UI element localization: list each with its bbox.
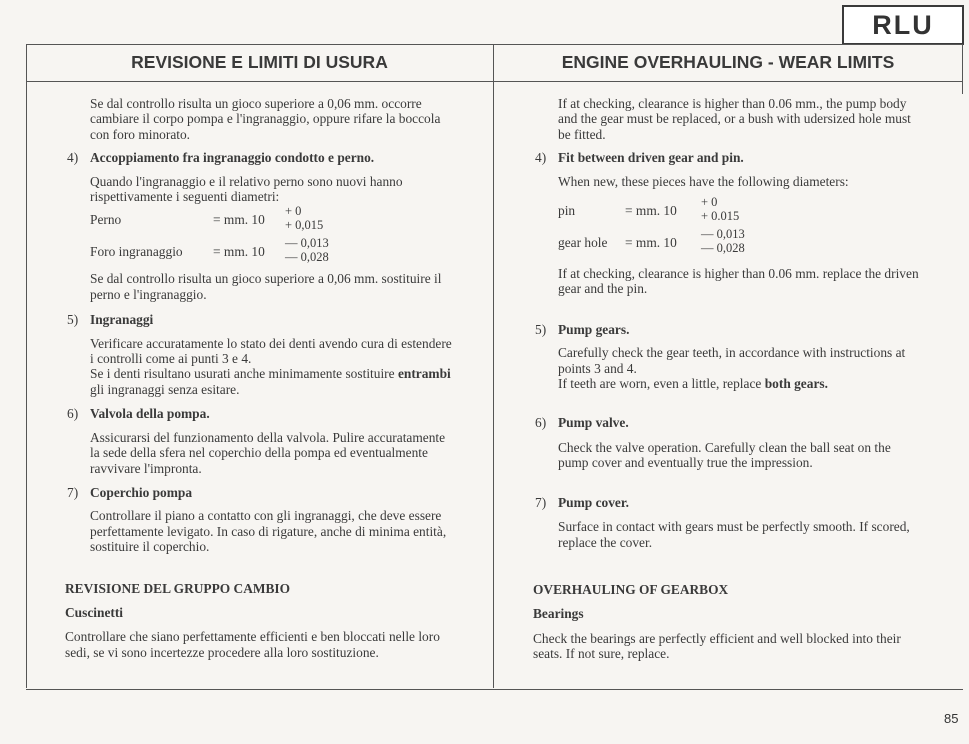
- item-text: Assicurarsi del funzionamento della valvola. Pulire accuratamente la sede della sfera nel coperchio della pompa ed eventualmente ravvivare l'impronta.: [90, 429, 446, 476]
- item-text-b: Se i denti risultano usurati anche minimamente sostituire entrambi gli ingranaggi senza esitare.: [90, 366, 451, 397]
- eq-upper-tolerance: — 0,013: [285, 236, 329, 251]
- left-item-5: [65, 312, 455, 397]
- item-number: 7): [535, 494, 547, 510]
- left-item-7: [65, 485, 455, 555]
- eq-upper-tolerance: + 0: [701, 195, 718, 210]
- emphasis: both gears.: [764, 376, 828, 392]
- eq-label: Perno: [90, 212, 122, 228]
- model-badge: RLU: [842, 5, 964, 45]
- header-rule: [26, 81, 963, 82]
- item-heading: Pump valve.: [558, 415, 629, 431]
- right-item-6: [533, 415, 919, 470]
- right-section-heading: OVERHAULING OF GEARBOX: [533, 581, 729, 597]
- right-item-5: [533, 322, 919, 392]
- item-text: Quando l'ingranaggio e il relativo perno sono nuovi hanno rispettivamente i seguenti diametri:: [90, 173, 403, 205]
- right-title: ENGINE OVERHAULING - WEAR LIMITS: [561, 52, 895, 72]
- left-item-6: [65, 406, 455, 476]
- frame-right-rule: [962, 44, 963, 94]
- item-heading: Fit between driven gear and pin.: [558, 150, 744, 166]
- item-heading: Valvola della pompa.: [90, 406, 210, 422]
- item-number: 7): [67, 484, 79, 500]
- emphasis: entrambi: [397, 366, 451, 382]
- left-subsection-heading: Cuscinetti: [65, 604, 124, 620]
- eq-lower-tolerance: + 0,015: [285, 218, 324, 233]
- item-text-b: If teeth are worn, even a little, replace both gears.: [558, 376, 828, 392]
- eq-value: = mm. 10: [213, 212, 265, 228]
- right-item-7: [533, 495, 919, 550]
- right-item4-text2: If at checking, clearance is higher than 0.06 mm. replace the driven gear and the pin.: [558, 266, 919, 297]
- item-number: 4): [67, 150, 79, 166]
- page-number: 85: [944, 711, 959, 726]
- eq-lower-tolerance: — 0,028: [701, 241, 745, 256]
- item-heading: Pump gears.: [558, 321, 630, 337]
- item-text: Surface in contact with gears must be perfectly smooth. If scored, replace the cover.: [558, 519, 910, 550]
- item-heading: Accoppiamento fra ingranaggio condotto e perno.: [90, 150, 375, 166]
- item-number: 5): [67, 312, 79, 328]
- item-text: When new, these pieces have the following diameters:: [558, 173, 849, 189]
- right-intro: If at checking, clearance is higher than 0.06 mm., the pump body and the gear must be replaced, or a bush with udersized hole must be fitted.: [558, 96, 911, 142]
- eq-value: = mm. 10: [213, 244, 265, 260]
- eq-lower-tolerance: — 0,028: [285, 250, 329, 265]
- eq-label: gear hole: [558, 235, 608, 251]
- right-item-4: [533, 150, 919, 189]
- eq-label: Foro ingranaggio: [90, 244, 183, 260]
- right-column: [533, 96, 919, 662]
- right-subsection-text: Check the bearings are perfectly efficient and well blocked into their seats. If not sure, replace.: [533, 630, 901, 662]
- item-text: Verificare accuratamente lo stato dei denti avendo cura di estendere i controlli come ai punti 3 e 4.: [90, 335, 452, 367]
- right-eq-pin: [533, 195, 919, 227]
- left-item-4: [65, 150, 455, 204]
- left-intro: Se dal controllo risulta un gioco superiore a 0,06 mm. occorre cambiare il corpo pompa e l'ingranaggio, oppure rifare la boccola con foro minorato.: [90, 96, 441, 142]
- eq-upper-tolerance: + 0: [285, 204, 302, 219]
- left-eq-pin: [65, 204, 455, 236]
- frame-left-rule: [26, 44, 27, 688]
- item-heading: Coperchio pompa: [90, 484, 193, 500]
- item-number: 6): [67, 406, 79, 422]
- item-text: Controllare il piano a contatto con gli ingranaggi, che deve essere perfettamente levigato. In caso di rigature, anche di minima entità, sostituire il coperchio.: [90, 508, 447, 555]
- eq-value: = mm. 10: [625, 235, 677, 251]
- left-section-heading: REVISIONE DEL GRUPPO CAMBIO: [65, 580, 291, 596]
- item-number: 5): [535, 321, 547, 337]
- item-heading: Pump cover.: [558, 494, 629, 510]
- left-eq-hole: [65, 236, 455, 268]
- eq-lower-tolerance: + 0.015: [701, 209, 740, 224]
- column-divider: [493, 44, 494, 688]
- left-column: [65, 96, 455, 660]
- eq-label: pin: [558, 203, 576, 219]
- right-subsection-heading: Bearings: [533, 606, 584, 622]
- left-subsection-text: Controllare che siano perfettamente efficienti e ben bloccati nelle loro sedi, se vi sono incertezze procedere alla loro sostituzione.: [65, 629, 440, 660]
- item-text: Check the valve operation. Carefully clean the ball seat on the pump cover and eventually true the impression.: [558, 439, 891, 471]
- right-eq-hole: [533, 227, 919, 259]
- left-item4-text2: Se dal controllo risulta un gioco superiore a 0,06 mm. sostituire il perno e l'ingranaggio.: [90, 271, 442, 302]
- item-text: Carefully check the gear teeth, in accordance with instructions at points 3 and 4.: [558, 345, 906, 376]
- item-number: 6): [535, 415, 547, 431]
- item-number: 4): [535, 150, 547, 166]
- eq-value: = mm. 10: [625, 203, 677, 219]
- eq-upper-tolerance: — 0,013: [701, 227, 745, 242]
- item-heading: Ingranaggi: [90, 312, 154, 328]
- left-title: REVISIONE E LIMITI DI USURA: [131, 52, 388, 72]
